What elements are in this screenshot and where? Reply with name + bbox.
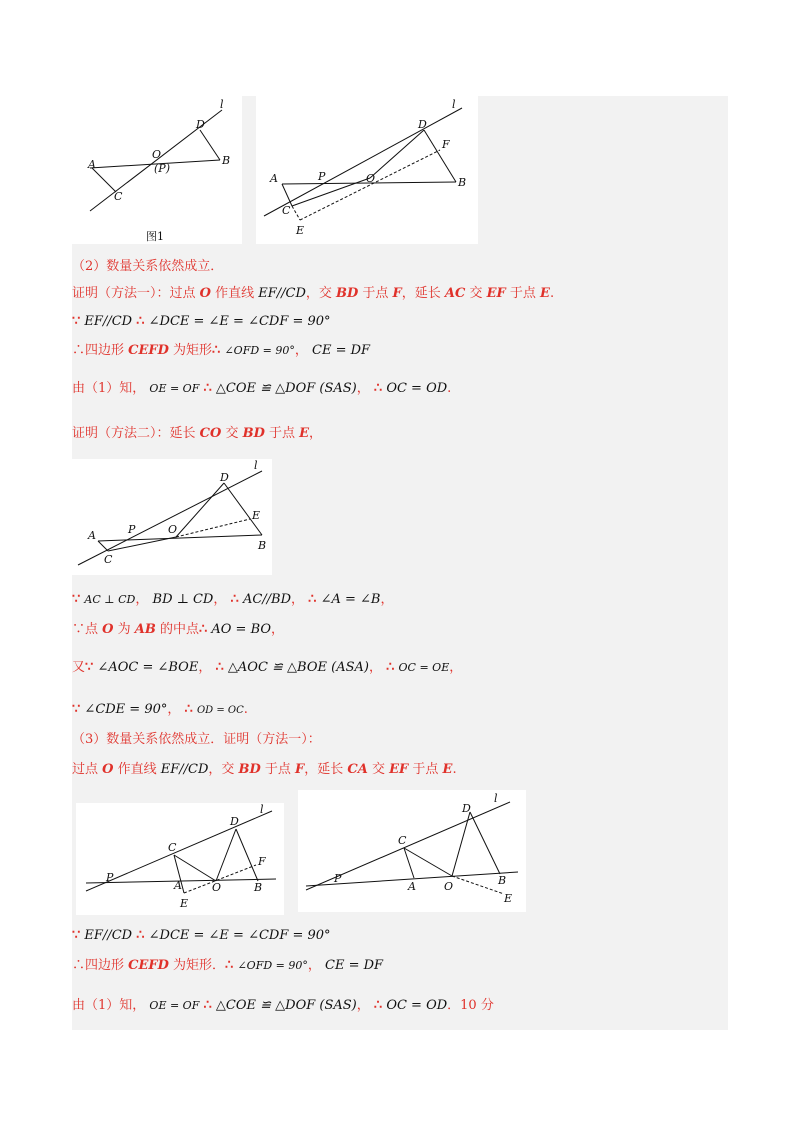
text: 作直线: [210, 286, 259, 301]
expr: EF//CD: [258, 286, 306, 301]
label-o: O: [168, 523, 178, 536]
proof-line-7: [72, 700, 248, 721]
text: ．10 分: [447, 998, 494, 1013]
expr: ∠CDE = 90°: [84, 702, 168, 717]
seg: EF: [486, 286, 506, 301]
text: 交: [465, 286, 487, 301]
label-p: P: [334, 872, 342, 885]
label-b: B: [498, 874, 507, 887]
text: ，交: [305, 286, 337, 301]
therefore-symbol: ∴: [184, 702, 193, 717]
figure-1-caption: 图1: [146, 230, 164, 243]
proof-line-5: [72, 620, 284, 640]
expr: OD = OC: [196, 705, 244, 716]
text: 于点: [260, 762, 296, 777]
point-f: F: [392, 286, 402, 301]
expr: EF//CD: [160, 762, 209, 777]
expr: OC = OE: [398, 661, 450, 674]
expr: △COE ≌ △DOF (SAS): [215, 381, 357, 396]
text: .: [243, 702, 248, 717]
answer-panel: [72, 96, 728, 1030]
label-c: C: [398, 834, 407, 847]
because-symbol: ∵: [72, 592, 81, 607]
figure-2-diagram: [256, 96, 478, 244]
sep: ，: [449, 660, 463, 675]
seg: CA: [347, 762, 368, 777]
expr: EF//CD: [84, 928, 133, 943]
label-b: B: [258, 539, 267, 552]
text: .: [452, 762, 457, 777]
figure-1: [72, 96, 242, 244]
therefore-symbol: ∴: [373, 998, 383, 1013]
text: ，: [309, 426, 323, 441]
expr: CE = DF: [312, 343, 371, 358]
text: 由（1）知，: [72, 998, 146, 1013]
method-2-intro: [72, 424, 322, 444]
text: 为: [113, 622, 135, 637]
label-l: l: [220, 98, 224, 111]
text: 的中点: [155, 622, 199, 637]
label-e: E: [296, 224, 305, 237]
expr: OE = OF: [149, 382, 200, 395]
expr: ∠A = ∠B: [320, 592, 381, 607]
label-a: A: [408, 880, 416, 893]
expr: ∠OFD = 90°: [237, 959, 308, 972]
expr: BD ⊥ CD: [152, 592, 214, 607]
text: 证明（方法二）：延长: [72, 426, 200, 441]
seg: AB: [134, 622, 156, 637]
text: 于点: [264, 426, 300, 441]
label-e: E: [180, 897, 189, 910]
figure-2: [256, 96, 478, 244]
seg: BD: [238, 762, 261, 777]
therefore-symbol: ∴: [373, 381, 383, 396]
label-b: B: [458, 176, 467, 189]
label-c: C: [114, 190, 123, 203]
text: ，延长: [401, 286, 445, 301]
sep: ，: [271, 622, 285, 637]
therefore-symbol: ∴: [136, 314, 145, 329]
text: .: [549, 286, 555, 301]
because-symbol: ∵: [72, 928, 81, 943]
label-p: P: [318, 170, 326, 183]
label-f: F: [442, 138, 450, 151]
text: 为矩形．: [168, 958, 226, 973]
sep: ，: [380, 592, 394, 607]
figure-5: [298, 790, 526, 912]
label-e: E: [252, 509, 261, 522]
expr: ∠DCE = ∠E = ∠CDF = 90°: [148, 928, 331, 943]
expr: OC = OD: [386, 998, 448, 1013]
proof-line-1: [72, 312, 331, 332]
expr: △AOC ≌ △BOE (ASA): [227, 660, 369, 675]
text: 于点: [505, 286, 541, 301]
label-d: D: [230, 815, 239, 828]
label-a: A: [88, 529, 96, 542]
label-d: D: [418, 118, 427, 131]
figure-3: [72, 459, 272, 575]
seg: CO: [199, 426, 222, 441]
proof-line-10: [72, 996, 494, 1016]
expr: AO = BO: [211, 622, 272, 637]
text: 过点: [72, 762, 103, 777]
proof-line-8: [72, 926, 331, 946]
expr: AC//BD: [242, 592, 292, 607]
therefore-symbol: ∴: [386, 660, 395, 675]
seg: BD: [336, 286, 359, 301]
expr: △COE ≌ △DOF (SAS): [215, 998, 357, 1013]
sep: ，: [167, 702, 181, 717]
label-l: l: [494, 792, 498, 805]
label-o: O: [152, 148, 162, 161]
expr: OE = OF: [149, 999, 200, 1012]
sep: ，: [368, 660, 382, 675]
text: ∴四边形: [72, 343, 129, 358]
expr: ∠OFD = 90°: [224, 344, 295, 357]
expr: ∠DCE = ∠E = ∠CDF = 90°: [148, 314, 331, 329]
proof-line-4: [72, 590, 394, 610]
label-d: D: [196, 118, 205, 131]
figure-5-diagram: [298, 790, 526, 912]
label-c: C: [282, 204, 291, 217]
label-d: D: [220, 471, 229, 484]
quad: CEFD: [128, 958, 169, 973]
text: 又: [72, 660, 86, 675]
label-c: C: [168, 841, 177, 854]
proof-line-2: [72, 341, 370, 361]
label-l: l: [452, 98, 456, 111]
part-2-title: （2）数量关系依然成立．: [72, 259, 224, 274]
seg: AC: [444, 286, 466, 301]
therefore-symbol: ∴: [203, 381, 212, 396]
point-e: E: [299, 426, 310, 441]
text: ∴四边形: [72, 958, 129, 973]
sep: ，: [307, 958, 321, 973]
label-e: E: [504, 892, 513, 905]
label-d: D: [462, 802, 471, 815]
expr: AC ⊥ CD: [84, 593, 136, 606]
text: 于点: [358, 286, 393, 301]
expr: OC = OD: [386, 381, 448, 396]
label-o: O: [366, 172, 376, 185]
expr: ∠AOC = ∠BOE: [97, 660, 199, 675]
sep: ，: [356, 998, 370, 1013]
therefore-symbol: ∴: [308, 592, 317, 607]
sep: ，: [291, 592, 305, 607]
label-a: A: [174, 879, 182, 892]
label-c: C: [104, 553, 113, 566]
text: ，交: [208, 762, 239, 777]
therefore-symbol: ∴: [203, 998, 212, 1013]
quad: CEFD: [128, 343, 169, 358]
therefore-symbol: ∴: [212, 343, 221, 358]
therefore-symbol: ∴: [136, 928, 145, 943]
point-e: E: [540, 286, 550, 301]
text: ，延长: [304, 762, 348, 777]
text: 为矩形: [168, 343, 213, 358]
point-o: O: [199, 286, 211, 301]
figure-4-diagram: [76, 803, 284, 915]
point-o: O: [102, 762, 114, 777]
point-o: O: [102, 622, 114, 637]
text: 交: [221, 426, 243, 441]
label-a: A: [88, 158, 96, 171]
sep: ，: [213, 592, 227, 607]
label-b: B: [254, 881, 263, 894]
label-a: A: [270, 172, 278, 185]
text: 由（1）知，: [72, 381, 146, 396]
text: 交: [367, 762, 390, 777]
expr: CE = DF: [325, 958, 384, 973]
figure-4: [76, 803, 284, 915]
because-symbol: ∵: [72, 702, 81, 717]
expr: EF//CD: [84, 314, 133, 329]
method-1-intro: [72, 284, 554, 304]
label-l: l: [260, 803, 264, 816]
method-3-intro: [72, 760, 457, 780]
text: 作直线: [113, 762, 161, 777]
seg: BD: [242, 426, 265, 441]
sep: ，: [135, 592, 149, 607]
label-p: P: [128, 523, 136, 536]
text: 证明（方法一）：过点: [72, 286, 200, 301]
figure-1-diagram: [72, 96, 242, 244]
text: .: [447, 381, 452, 396]
therefore-symbol: ∴: [198, 622, 208, 637]
label-o: O: [444, 880, 454, 893]
proof-line-9: [72, 956, 383, 976]
sep: ，: [294, 343, 308, 358]
therefore-symbol: ∴: [225, 958, 234, 973]
point-f: F: [295, 762, 305, 777]
point-e: E: [442, 762, 453, 777]
label-o: O: [212, 881, 222, 894]
proof-line-3: [72, 379, 451, 399]
label-f: F: [258, 855, 266, 868]
because-symbol: ∵: [72, 314, 81, 329]
part-3-title: （3）数量关系依然成立．证明（方法一）：: [72, 732, 321, 747]
because-symbol: ∵: [85, 660, 94, 675]
figure-3-diagram: [72, 459, 272, 575]
label-l: l: [254, 459, 258, 472]
proof-line-6: [72, 658, 462, 678]
therefore-symbol: ∴: [230, 592, 239, 607]
label-b: B: [222, 154, 231, 167]
sep: ，: [356, 381, 370, 396]
seg: EF: [389, 762, 409, 777]
text: 于点: [408, 762, 443, 777]
therefore-symbol: ∴: [215, 660, 224, 675]
text: ∵点: [72, 622, 103, 637]
label-p: (P): [154, 162, 170, 175]
label-p: P: [106, 871, 114, 884]
sep: ，: [198, 660, 212, 675]
